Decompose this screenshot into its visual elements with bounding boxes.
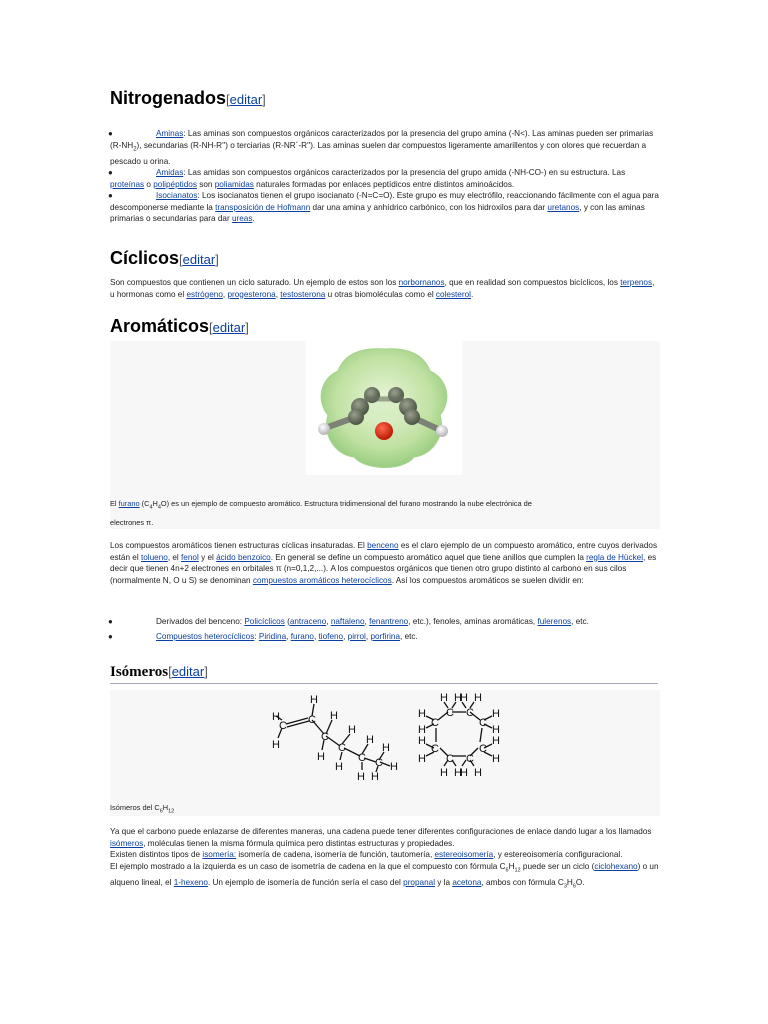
subscript: 6 [159,808,163,815]
edit-link-isomeros[interactable] [168,664,208,679]
atom-h: H [335,761,343,773]
text: son [196,179,215,189]
atom-c: C [466,707,474,719]
figure-caption-line2: electrones π. [110,518,154,527]
text: , [326,617,331,626]
text: dar una amina y anhídrico carbónico, con los hidroxilos para dar [310,202,548,212]
edit-label[interactable]: editar [182,252,216,267]
cyclohexane-atoms [418,692,500,779]
figure-furano [110,341,660,529]
atom-h: H [454,767,462,779]
atom-c: C [479,717,487,729]
text: , y estereoisomería configuracional. [493,850,623,859]
atom-c: C [446,753,454,765]
subscript: 4 [157,504,161,511]
section-title: Isómeros [110,664,169,680]
link-propanal[interactable]: propanal [403,877,436,887]
section-divider [110,683,658,684]
link-benceno[interactable]: benceno [367,541,399,550]
text: ) o un alqueno lineal, el [110,861,659,887]
link-naftaleno[interactable]: naftaleno [330,617,365,626]
text: , [343,631,348,641]
paragraph-aromaticos [110,540,660,586]
atom-h: H [454,692,462,704]
text: , el [167,552,182,562]
list-aromaticos [110,616,660,642]
section-title: Cíclicos [110,248,180,268]
text: Derivados del benceno: [156,617,245,626]
link-acido-benzoico[interactable]: ácido benzoico [216,552,271,562]
atom-h: H [348,724,356,736]
text: , etc. [571,617,589,626]
paragraph-isomeros-2 [110,849,660,861]
text: es el claro ejemplo de un compuesto aromático, entre cuyos derivados están el [110,541,658,562]
text: El [110,499,119,508]
link-aminas[interactable]: Aminas [156,129,184,138]
subscript: 12 [514,867,521,874]
list-item-heterociclicos [110,631,660,643]
atom-h: H [418,753,426,765]
atom-h: H [357,771,365,783]
isomers-structure-image[interactable] [264,690,524,784]
text: H [566,877,573,887]
atom-c: C [338,742,346,754]
atom-c: C [466,753,474,765]
bracket-close: ] [245,320,249,335]
heading-ciclicos [110,248,660,269]
text: , [286,631,291,641]
atom-h: H [330,710,338,722]
atom-h: H [390,761,398,773]
atom-h: H [418,724,426,736]
link-regla-huckel[interactable]: regla de Hückel [586,552,644,562]
text: , [364,617,370,626]
isomeros-text [110,826,660,893]
atom-h: H [317,751,325,763]
text: : [254,631,259,641]
text: Son compuestos que contienen un ciclo saturado. Un ejemplo de estos son los [110,278,399,287]
text: , moléculas tienen la misma fórmula química pero distintas estructuras y propiedades. [143,838,455,848]
link-colesterol[interactable]: colesterol [435,289,471,299]
edit-link-ciclicos[interactable] [179,252,219,267]
edit-link-nitrogenados[interactable] [226,92,266,107]
text: H [152,499,158,508]
atom-h: H [440,767,448,779]
figure-caption-isomeros [110,802,174,817]
bullet-icon: ● [108,631,113,641]
atom-h: H [440,692,448,704]
bullet-icon: ● [108,617,113,626]
atom-h: H [474,692,482,704]
bullet-icon: ● [108,191,113,201]
link-estereoisomeria[interactable]: estereoisomería [434,850,494,859]
edit-link-aromaticos[interactable] [209,320,249,335]
cyclohexane [418,692,500,779]
link-fenantreno[interactable]: fenantreno [369,617,409,626]
link-isomeros[interactable]: isómeros [110,838,144,848]
link-terpenos[interactable]: terpenos [620,278,653,287]
atom-c: C [308,714,316,726]
furan-3d-image[interactable] [306,341,462,475]
text: , y con las aminas primarias o secundarias para dar [110,202,645,224]
link-furano[interactable]: furano [290,631,314,641]
text: , etc.), fenoles, aminas aromáticas, [408,617,538,626]
figure-caption [110,498,660,513]
atom-c: C [431,743,439,755]
section-aromaticos [110,316,660,337]
atom-h: H [272,711,280,723]
link-polipeptidos[interactable]: polipéptidos [153,179,197,189]
edit-label[interactable]: editar [171,664,205,679]
link-furano-caption[interactable]: furano [118,499,140,508]
text: , [313,631,319,641]
atom-h: H [492,708,500,720]
edit-label[interactable]: editar [212,320,246,335]
edit-label[interactable]: editar [229,92,263,107]
paragraph-ciclicos [110,277,660,300]
subscript: 6 [505,867,509,874]
link-uretanos[interactable]: uretanos [547,202,580,212]
text: Isómeros del C [110,803,160,812]
link-transposicion-hofmann[interactable]: transposición de Hofmann [215,202,311,212]
list-item-amidas [110,167,660,190]
link-estrogeno[interactable]: estrógeno [186,289,223,299]
atom-h: H [418,735,426,747]
link-pirrol[interactable]: pirrol [347,631,366,641]
atom-c: C [431,717,439,729]
text: H [508,861,515,871]
text: : Las aminas son compuestos orgánicos caracterizados por la presencia del grupo amina (-N<). Las aminas pueden ser primarias (R-NH [110,129,654,150]
link-aromaticos-heterociclicos[interactable]: compuestos aromáticos heterocíclicos [252,575,392,585]
atom-c: C [375,757,383,769]
text: . Un ejemplo de isomería de función sería el caso del [207,877,404,887]
list-nitrogenados [110,128,660,225]
paragraph-isomeros-3 [110,861,660,893]
text: (C [139,499,150,508]
text: naturales formadas por enlaces peptídicos entre distintos aminoácidos. [253,179,515,189]
link-testosterona[interactable]: testosterona [280,289,326,299]
list-item-aminas [110,128,660,167]
text: , ambos con fórmula C [481,877,564,887]
link-norbornanos[interactable]: norbornanos [398,278,445,287]
link-tolueno[interactable]: tolueno [140,552,168,562]
atom-h: H [492,735,500,747]
atom-c: C [446,707,454,719]
atom-h: H [418,708,426,720]
text: El ejemplo mostrado a la izquierda es un caso de isometría de cadena en la que el compuesto con fórmula C [110,861,506,871]
link-ureas[interactable]: ureas [231,214,253,224]
text: ), secundarias (R-NH-R'') o terciarias (R-NR´-R''). Las aminas suelen dar compuestos ligeramente amarillentos y con olores que recuerdan a pescado u orina. [110,140,647,166]
heading-nitrogenados [110,88,660,109]
text: , [275,289,281,299]
atom-h: H [492,753,500,765]
atom-h: H [460,692,468,704]
bracket-open: [ [179,252,183,267]
subscript: 4 [149,504,153,511]
atom-h: H [474,767,482,779]
text: : Las amidas son compuestos orgánicos caracterizados por la presencia del grupo amida (-NH-CO-) en su estructura. Las [183,168,626,178]
atom-h: H [371,771,379,783]
bracket-open: [ [209,320,213,335]
bracket-close: ] [204,664,208,679]
text: , es decir que tienen 4n+2 electrones en orbitales π (n=0,1,2,...). A los compuestos orgánicos que tienen otro grupo distinto al carbono en sus cilos (normalmente N, O u S) se denominan [110,552,657,585]
subscript: 12 [168,808,175,815]
link-amidas[interactable]: Amidas [156,168,184,178]
atom-h: H [366,734,374,746]
atom-c: C [479,743,487,755]
link-tiofeno[interactable]: tiofeno [318,631,344,641]
text: y la [435,877,453,887]
section-title: Aromáticos [110,316,210,336]
section-ciclicos [110,248,660,269]
bullet-icon: ● [108,129,113,138]
text: isomería de cadena, isomería de función, tautomería, [236,850,435,859]
atom-h: H [492,724,500,736]
text: . [470,289,474,299]
link-isocianatos[interactable]: Isocianatos [156,191,198,201]
text: O. [575,877,585,887]
text: ( [284,617,290,626]
text: Los compuestos aromáticos tienen estructuras cíclicas insaturadas. El [110,541,368,550]
atom-h: H [272,739,280,751]
link-antraceno[interactable]: antraceno [289,617,327,626]
atom-h: H [310,694,318,706]
bracket-open: [ [168,664,172,679]
link-poliamidas[interactable]: poliamidas [214,179,254,189]
subscript: 3 [563,883,567,890]
text: Ya que el carbono puede enlazarse de diferentes maneras, una cadena puede tener diferentes configuraciones de enlace dando lugar a los llamados [110,827,652,836]
atom-h: H [460,767,468,779]
text: , etc. [400,631,418,641]
link-piridina[interactable]: Piridina [258,631,287,641]
cyclohexane-bonds [426,702,492,766]
atom-c: C [279,720,287,732]
link-1-hexeno[interactable]: 1-hexeno [173,877,208,887]
list-item-isocianatos [110,190,660,225]
text: O) es un ejemplo de compuesto aromático. Estructura tridimensional del furano mostrando la nube electrónica de [160,499,532,508]
link-compuestos-heterociclicos[interactable]: Compuestos heterocíclicos [156,631,255,641]
text: H [162,803,169,812]
list-item-derivados-benceno [110,616,660,628]
link-isomeria[interactable]: isomería: [202,850,237,859]
link-acetona[interactable]: acetona [452,877,482,887]
link-fenol[interactable]: fenol [181,552,199,562]
section-isomeros [110,664,660,684]
paragraph-isomeros-1 [110,826,660,849]
text: u otras biomoléculas como el [325,289,436,299]
text: puede ser un ciclo ( [520,861,595,871]
atom-c: C [358,752,366,764]
text: . [252,214,255,224]
link-ciclohexano[interactable]: ciclohexano [594,861,638,871]
text: Existen distintos tipos de [110,850,203,859]
link-policiclicos[interactable]: Policíclicos [244,617,285,626]
bracket-open: [ [226,92,230,107]
subscript: 6 [572,883,576,890]
bracket-close: ] [262,92,266,107]
atom-h: H [382,742,390,754]
subscript: 2 [133,146,137,153]
text: o [144,179,154,189]
figure-isomeros [110,690,660,816]
text: . En general se define un compuesto aromático aquel que tiene anillos que cumplen la [270,552,587,562]
link-porfirina[interactable]: porfirina [370,631,401,641]
text: : Los isocianatos tienen el grupo isocianato (-N=C=O). Este grupo es muy electrófilo, reaccionando fácilmente con el agua para descomponerse mediante la [110,191,659,212]
text: . Así los compuestos aromáticos se suelen dividir en: [391,575,584,585]
link-proteinas[interactable]: proteínas [110,179,145,189]
text: y el [198,552,217,562]
heading-aromaticos [110,316,660,337]
heading-isomeros [110,664,660,681]
section-nitrogenados [110,88,660,109]
text: , [222,289,228,299]
link-progesterona[interactable]: progesterona [227,289,276,299]
hexene-atoms [272,694,398,783]
bracket-close: ] [215,252,219,267]
atom-c: C [321,731,329,743]
section-title: Nitrogenados [110,88,227,108]
text: , que en realidad son compuestos bicíclicos, los [444,278,621,287]
text: , [365,631,371,641]
text: , u hormonas como el [110,278,655,299]
link-fulerenos[interactable]: fulerenos [537,617,572,626]
bullet-icon: ● [108,168,113,178]
